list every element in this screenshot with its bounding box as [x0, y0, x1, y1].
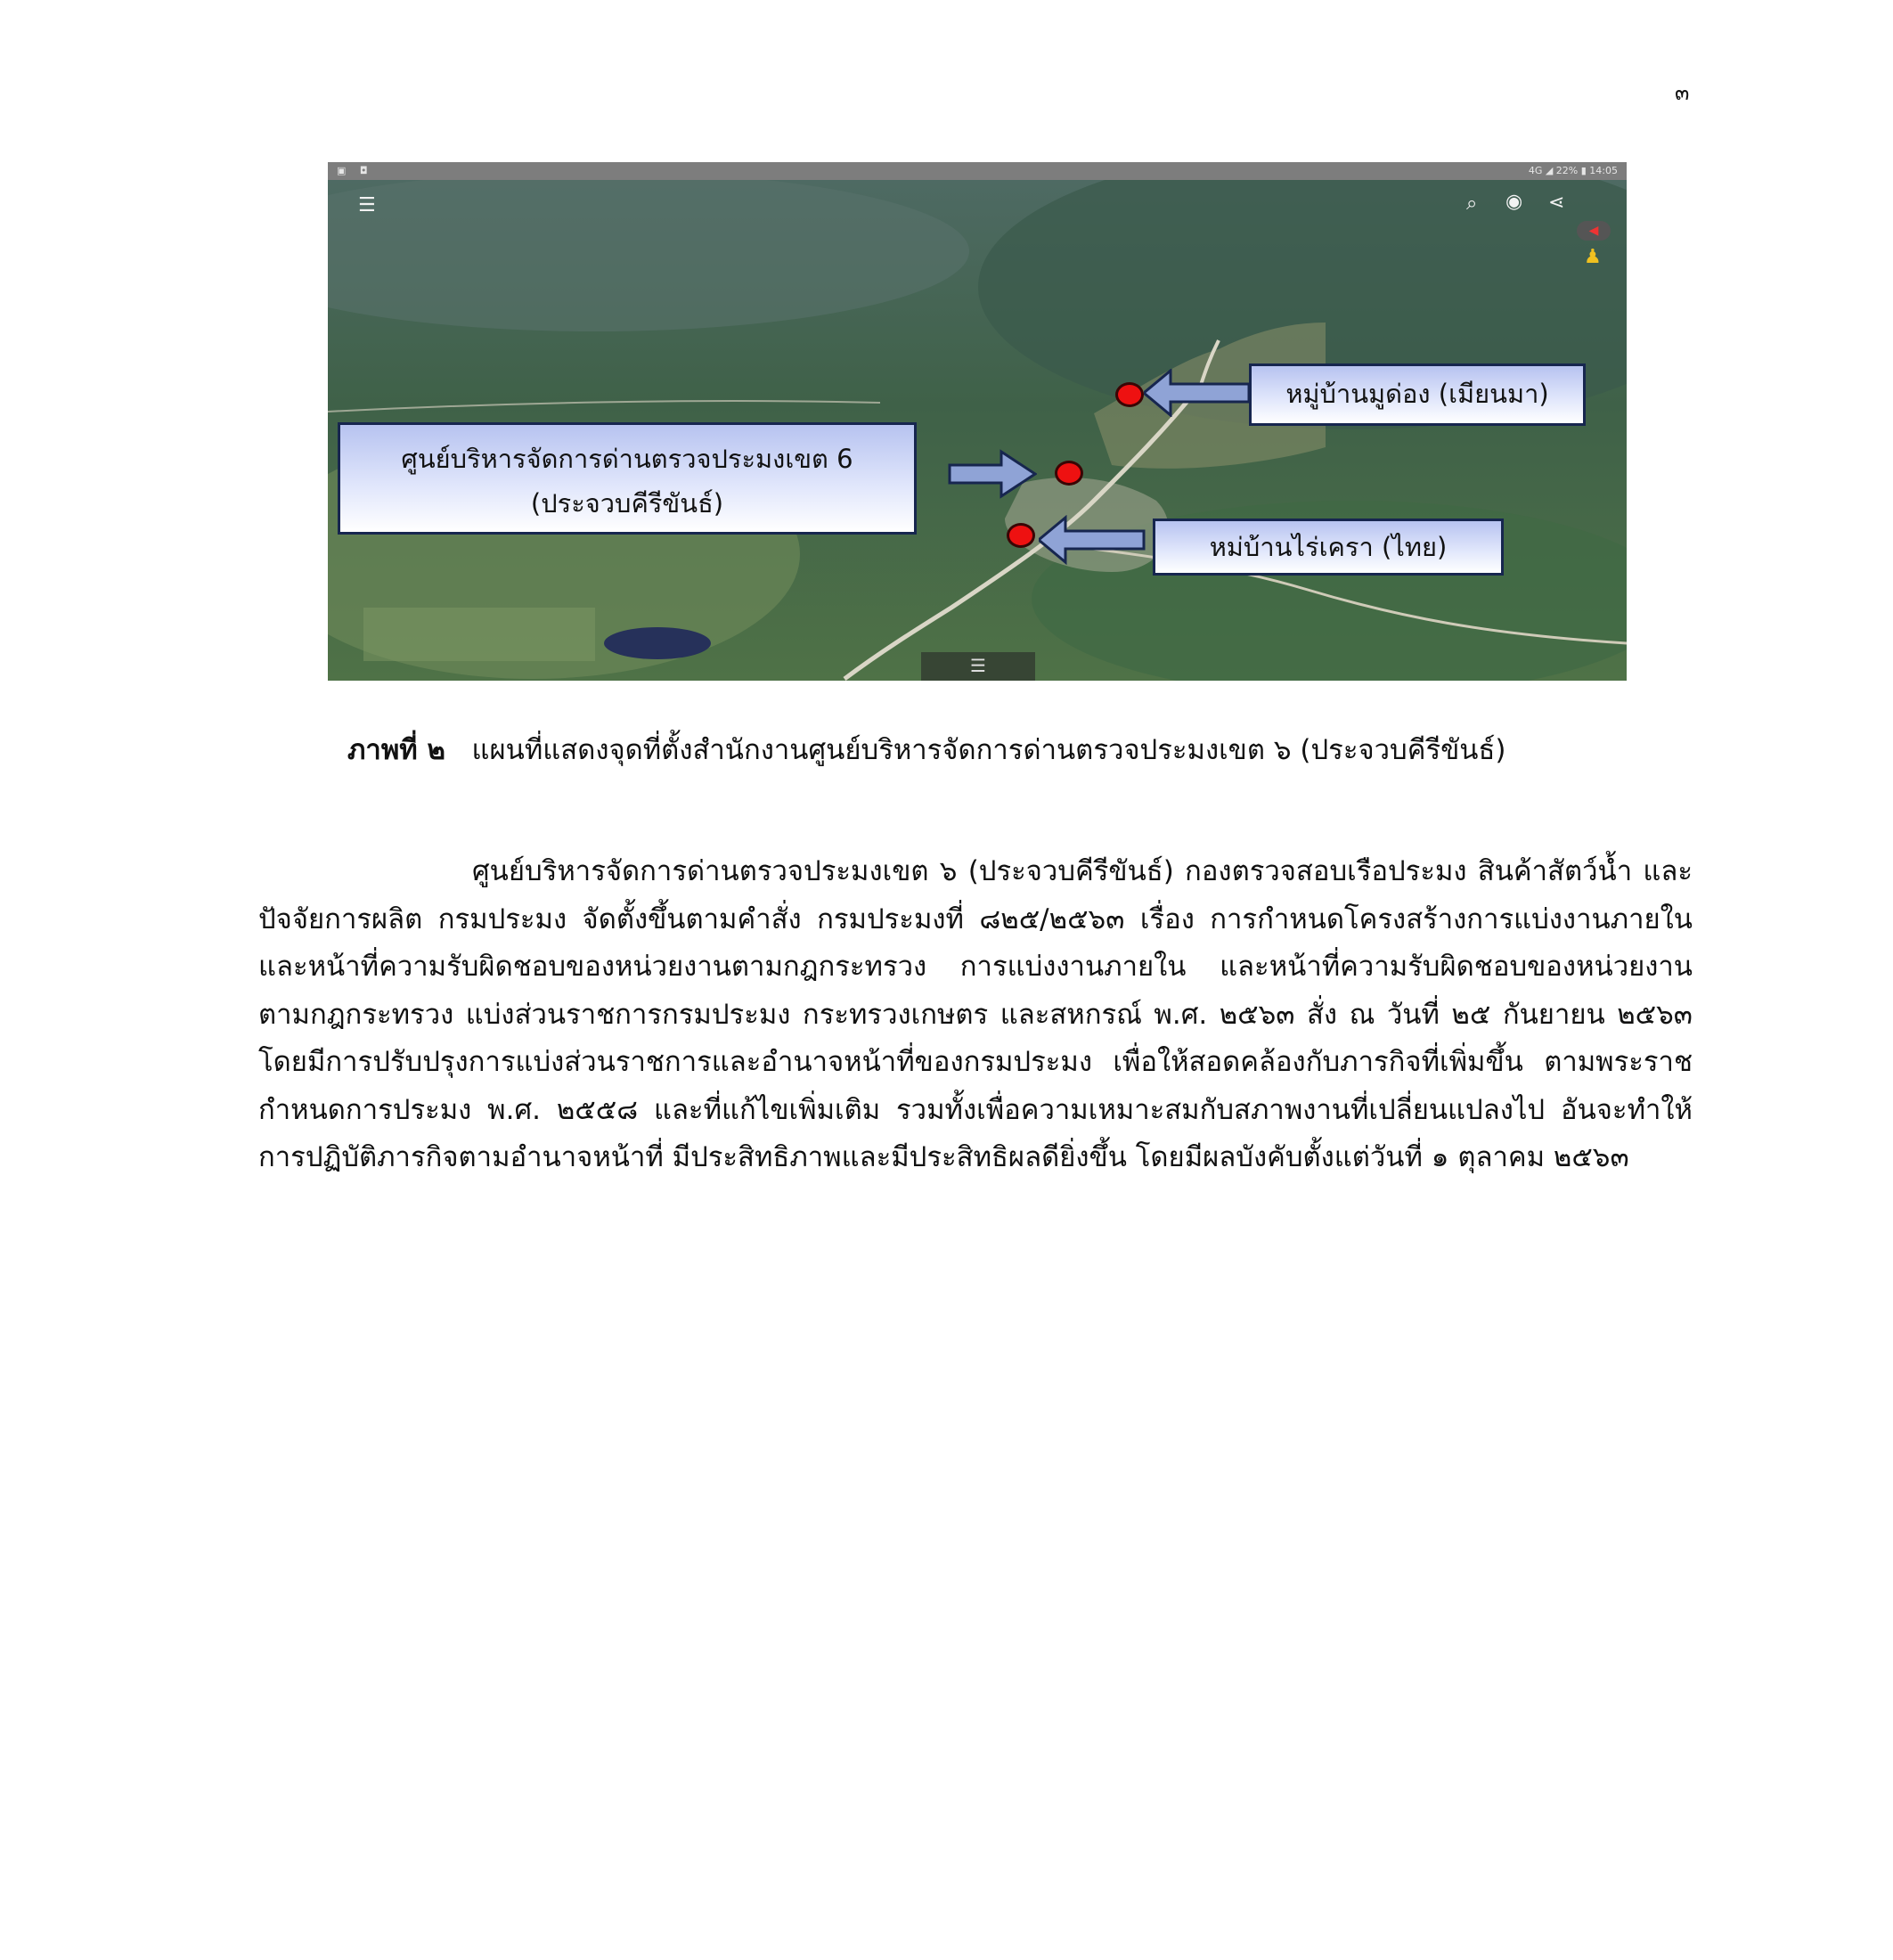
eye-icon[interactable]: ◉	[1505, 191, 1523, 213]
body-text	[258, 848, 1693, 1182]
callout-myanmar-village: หมู่บ้านมูด่อง (เมียนมา)	[1249, 363, 1586, 426]
pegman-icon[interactable]: ♟	[1584, 246, 1602, 268]
callout-center	[338, 422, 917, 535]
bottom-drawer-handle[interactable]: ☰	[921, 652, 1035, 681]
body-paragraph: ศูนย์บริหารจัดการด่านตรวจประมงเขต ๖ (ประจวบคีรีขันธ์) กองตรวจสอบเรือประมง สินค้าสัตว์น้ำ และปัจจัยการผลิต กรมประมง จัดตั้งขึ้นตามคำสั่ง กรมประมงที่ ๘๒๕/๒๕๖๓ เรื่อง การกำหนดโครงสร้างการแบ่งงานภายใน และหน้าที่ความรับผิดชอบของหน่วยงานตามกฎกระทรวง การแบ่งงานภายใน และหน้าที่ความรับผิดชอบของหน่วยงานตามกฎกระทรวง แบ่งส่วนราชการกรมประมง กระทรวงเกษตร และสหกรณ์ พ.ศ. ๒๕๖๓ สั่ง ณ วันที่ ๒๕ กันยายน ๒๕๖๓ โดยมีการปรับปรุงการแบ่งส่วนราชการและอำนาจหน้าที่ของกรมประมง เพื่อให้สอดคล้องกับภารกิจที่เพิ่มขึ้น ตามพระราชกำหนดการประมง พ.ศ. ๒๕๕๘ และที่แก้ไขเพิ่มเติม รวมทั้งเพื่อความเหมาะสมกับสภาพงานที่เปลี่ยนแปลงไป อันจะทำให้การปฏิบัติภารกิจตามอำนาจหน้าที่ มีประสิทธิภาพและมีประสิทธิผลดียิ่งขึ้น โดยมีผลบังคับตั้งแต่วันที่ ๑ ตุลาคม ๒๕๖๓	[258, 855, 1693, 1173]
arrow-to-myanmar-village	[1144, 369, 1251, 417]
search-icon[interactable]: ⌕	[1466, 192, 1478, 215]
page-number: ๓	[1675, 80, 1690, 105]
location-marker-myanmar	[1115, 382, 1144, 407]
status-bar	[328, 162, 1627, 180]
arrow-to-center	[948, 449, 1037, 499]
callout-center-line2: (ประจวบคีรีขันธ์)	[530, 488, 724, 519]
status-bar-info: 4G ◢ 22% ▮ 14:05	[1528, 165, 1618, 176]
menu-icon[interactable]: ☰	[358, 194, 376, 216]
caption-label: ภาพที่ ๒	[347, 734, 445, 766]
compass-icon[interactable]: ◀	[1577, 221, 1611, 241]
location-marker-center	[1055, 461, 1083, 486]
figure-caption	[347, 727, 1612, 772]
share-icon[interactable]: ⋖	[1548, 192, 1565, 214]
arrow-to-thai-village	[1039, 515, 1146, 565]
callout-thai-village: หม่บ้านไร่เครา (ไทย)	[1153, 519, 1504, 576]
status-bar-icons: ▣ ◘	[337, 165, 373, 176]
callout-center-line1: ศูนย์บริหารจัดการด่านตรวจประมงเขต 6	[401, 444, 853, 474]
caption-text: แผนที่แสดงจุดที่ตั้งสำนักงานศูนย์บริหารจัดการด่านตรวจประมงเขต ๖ (ประจวบคีรีขันธ์)	[471, 734, 1506, 766]
location-marker-thai	[1007, 523, 1035, 548]
map-figure	[328, 162, 1627, 681]
